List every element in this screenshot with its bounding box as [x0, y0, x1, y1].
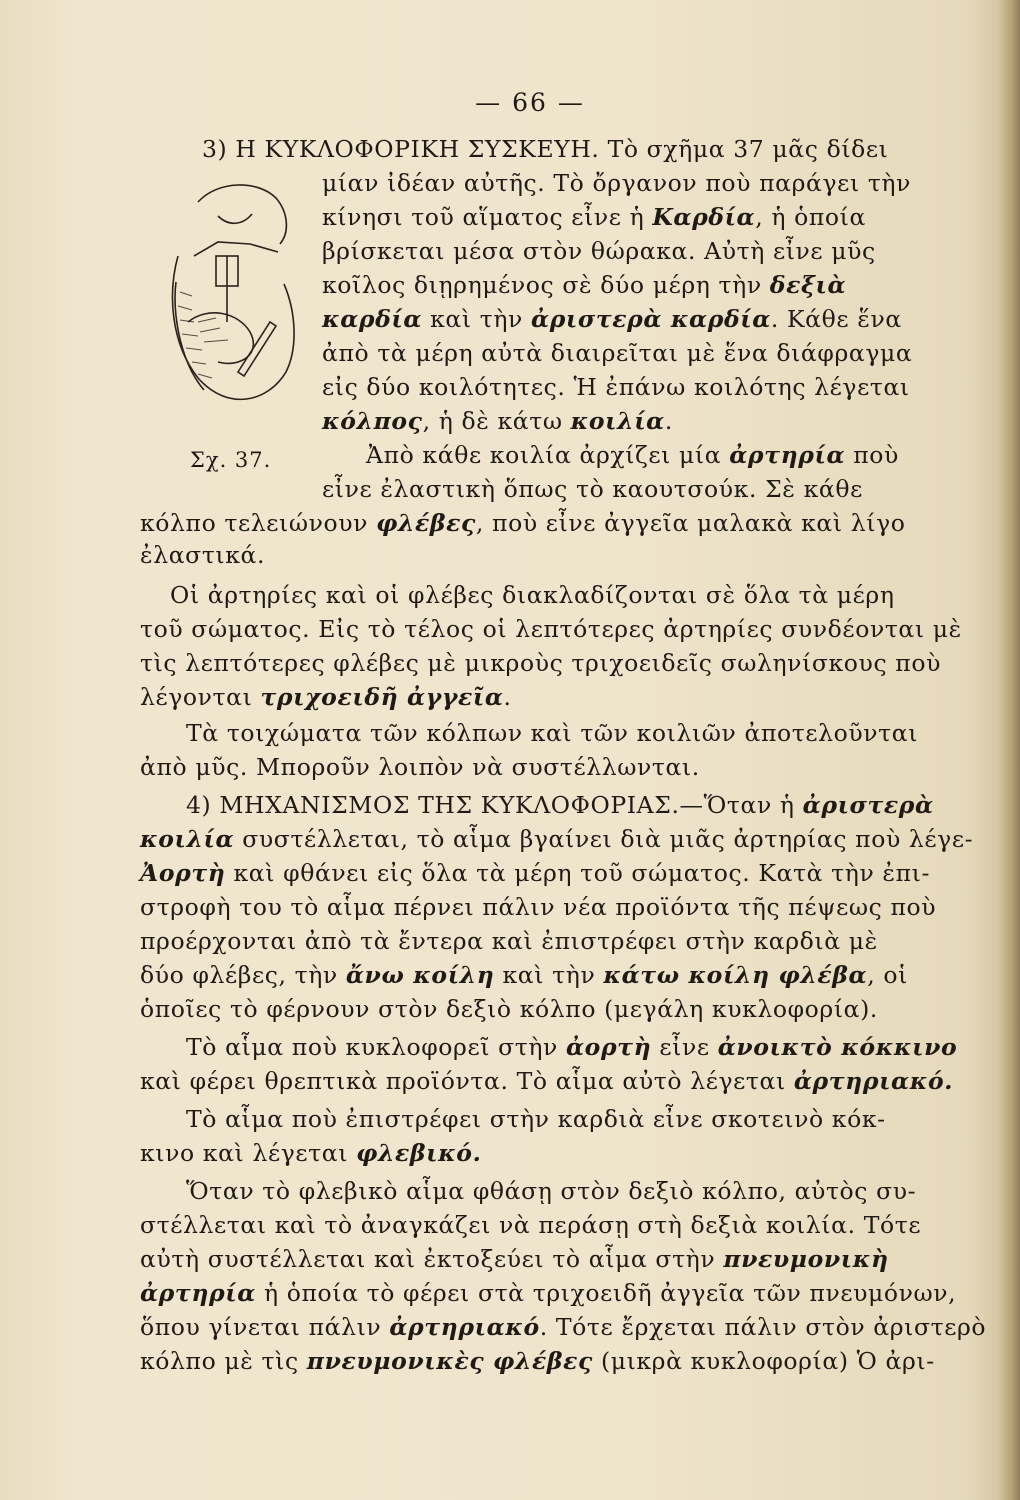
text-run: . Τότε ἔρχεται πάλιν στὸν ἀριστερὸ — [539, 1313, 987, 1341]
section3-line7: ἀπὸ τὰ μέρη αὐτὰ διαιρεῖται μὲ ἕνα διάφραγμα — [322, 339, 913, 367]
text-run: ἡ ὁποία τὸ φέρει στὰ τριχοειδῆ ἀγγεῖα τῶν πνευμόνων, — [255, 1279, 957, 1307]
text-run: ὅπου γίνεται πάλιν — [140, 1313, 390, 1341]
section4-line2 — [140, 824, 973, 854]
term-flebes: φλέβες — [376, 509, 476, 537]
text-run: κόλπο τελειώνουν — [140, 509, 377, 537]
text-run: συστέλλεται, τὸ αἷμα βγαίνει διὰ μιᾶς ἀρτηρίας ποὺ λέγε- — [234, 825, 974, 853]
page-edge — [998, 0, 1020, 1500]
text-run: Τὸ αἷμα ποὺ κυκλοφορεῖ στὴν — [186, 1033, 566, 1061]
text-run: λέγονται — [140, 683, 261, 711]
figure-hatching — [178, 292, 212, 378]
section3-p2-line4 — [140, 682, 512, 712]
term-arteriako: ἀρτηριακό. — [793, 1067, 954, 1095]
section3-p3-line1: Τὰ τοιχώματα τῶν κόλπων καὶ τῶν κοιλιῶν ἀποτελοῦνται — [186, 719, 919, 747]
section4-p4-line1: Ὅταν τὸ φλεβικὸ αἷμα φθάσῃ στὸν δεξιὸ κόλπο, αὐτὸς συ- — [186, 1177, 917, 1205]
section4-line5: προέρχονται ἀπὸ τὰ ἔντερα καὶ ἐπιστρέφει στὴν καρδιὰ μὲ — [140, 927, 878, 955]
section4-line6 — [140, 960, 908, 990]
term-kardia-2: καρδία — [322, 305, 423, 333]
term-trichoeidi: τριχοειδῆ ἀγγεῖα — [260, 683, 504, 711]
section4-line7: ὁποῖες τὸ φέρνουν στὸν δεξιὸ κόλπο (μεγάλη κυκλοφορία). — [140, 995, 878, 1023]
term-arteria-2: ἀρτηρία — [140, 1279, 256, 1307]
section3-line13: ἐλαστικά. — [140, 541, 266, 569]
text-run: καὶ τὴν — [494, 961, 604, 989]
section4-p3-line1: Τὸ αἷμα ποὺ ἐπιστρέφει στὴν καρδιὰ εἶνε σκοτεινὸ κόκ- — [186, 1105, 886, 1133]
section4-p3-line2 — [140, 1138, 481, 1168]
term-koilia-2: κοιλία — [140, 825, 235, 853]
text-run: δύο φλέβες, τὴν — [140, 961, 346, 989]
heart-figure — [158, 172, 306, 430]
section4-p2-line1 — [186, 1032, 957, 1062]
term-arteria: ἀρτηρία — [729, 441, 846, 469]
section3-line3 — [322, 202, 866, 232]
section3-heading: 3) Η ΚΥΚΛΟΦΟΡΙΚΗ ΣΥΣΚΕΥΗ. — [202, 135, 600, 163]
text-run: κίνησι τοῦ αἵματος εἶνε ἡ — [322, 203, 653, 231]
term-aorti: Ἀορτὴ — [140, 859, 226, 887]
figure-hatching-inner — [198, 318, 228, 342]
figure-vessels — [194, 242, 278, 256]
text-run: κόλπο μὲ τὶς — [140, 1347, 307, 1375]
term-pnevmonikes-flebes: πνευμονικὲς φλέβες — [306, 1347, 593, 1375]
text-run: , ἡ δὲ κάτω — [422, 407, 571, 435]
text-run: εἶνε — [651, 1033, 718, 1061]
term-kato-koili-fleva: κάτω κοίλη φλέβα — [603, 961, 868, 989]
text-run: ποὺ — [845, 441, 899, 469]
text-run: , ἡ ὁποία — [755, 203, 866, 231]
section3-line5 — [322, 270, 846, 300]
figure-aorta — [238, 322, 276, 376]
text-run: . Κάθε ἕνα — [770, 305, 902, 333]
text-run: αὐτὴ συστέλλεται καὶ ἐκτοξεύει τὸ αἷμα στὴν — [140, 1245, 724, 1273]
section4-p2-line2 — [140, 1066, 953, 1096]
text-run: . — [664, 407, 673, 435]
section3-p2-line1: Οἱ ἀρτηρίες καὶ οἱ φλέβες διακλαδίζονται σὲ ὅλα τὰ μέρη — [170, 581, 895, 609]
term-anoikto-kokkino: ἀνοικτὸ κόκκινο — [717, 1033, 958, 1061]
text-run: Ἀπὸ κάθε κοιλία ἀρχίζει μία — [366, 441, 730, 469]
term-arteriako-2: ἀρτηριακό — [389, 1313, 540, 1341]
section3-line1 — [202, 134, 888, 164]
section3-p2-line3: τὶς λεπτότερες φλέβες μὲ μικροὺς τριχοειδεῖς σωληνίσκους ποὺ — [140, 649, 941, 677]
section4-line3 — [140, 858, 930, 888]
section4-p4-line3 — [140, 1244, 889, 1274]
term-aorti-2: ἀορτὴ — [566, 1033, 652, 1061]
figure-outline-top — [198, 185, 286, 244]
section3-line10 — [366, 440, 899, 470]
section3-line9 — [322, 406, 673, 436]
section4-p4-line6 — [140, 1346, 935, 1376]
section4-p4-line5 — [140, 1312, 986, 1342]
text-run: , ποὺ εἶνε ἀγγεῖα μαλακὰ καὶ λίγο — [475, 509, 906, 537]
term-aristera-kardia: ἀριστερὰ καρδία — [531, 305, 771, 333]
text-run: , οἱ — [867, 961, 908, 989]
text-run: κινο καὶ λέγεται — [140, 1139, 357, 1167]
text-run: . — [503, 683, 512, 711]
term-koilia: κοιλία — [570, 407, 665, 435]
section3-line12 — [140, 508, 906, 538]
text-run: (μικρὰ κυκλοφορία) Ὁ ἀρι- — [592, 1347, 935, 1375]
section3-line2: μίαν ἰδέαν αὐτῆς. Τὸ ὄργανον ποὺ παράγει τὴν — [322, 169, 911, 197]
text-run: Τὸ σχῆμα 37 μᾶς δίδει — [599, 135, 889, 163]
term-ano-koili: ἄνω κοίλη — [345, 961, 495, 989]
section4-line1 — [186, 790, 934, 820]
term-aristera: ἀριστερὰ — [802, 791, 934, 819]
term-kardia: Καρδία — [652, 203, 756, 231]
section3-p2-line2: τοῦ σώματος. Εἰς τὸ τέλος οἱ λεπτότερες ἀρτηρίες συνδέονται μὲ — [140, 615, 962, 643]
term-dexia: δεξιὰ — [769, 271, 847, 299]
section4-p4-line2: στέλλεται καὶ τὸ ἀναγκάζει νὰ περάσῃ στὴ δεξιὰ κοιλία. Τότε — [140, 1211, 922, 1239]
figure-ventricle — [188, 313, 253, 364]
figure-arch — [218, 214, 252, 223]
section4-p4-line4 — [140, 1278, 956, 1308]
page-number: — 66 — — [475, 88, 585, 117]
figure-caption: Σχ. 37. — [190, 448, 272, 472]
section3-line11: εἶνε ἐλαστικὴ ὅπως τὸ καουτσούκ. Σὲ κάθε — [322, 475, 863, 503]
section4-heading: 4) ΜΗΧΑΝΙΣΜΟΣ ΤΗΣ ΚΥΚΛΟΦΟΡΙΑΣ.—Ὅταν ἡ — [186, 791, 803, 819]
term-pnevmoniki: πνευμονικὴ — [723, 1245, 889, 1273]
section3-line6 — [322, 304, 902, 334]
term-kolpos: κόλπος — [322, 407, 423, 435]
figure-shading-left — [175, 282, 204, 390]
section3-p3-line2: ἀπὸ μῦς. Μποροῦν λοιπὸν νὰ συστέλλωνται. — [140, 753, 700, 781]
section3-line8: εἰς δύο κοιλότητες. Ἡ ἐπάνω κοιλότης λέγεται — [322, 373, 910, 401]
section3-line4: βρίσκεται μέσα στὸν θώρακα. Αὐτὴ εἶνε μῦς — [322, 237, 876, 265]
text-run: κοῖλος διῃρημένος σὲ δύο μέρη τὴν — [322, 271, 770, 299]
section4-line4: στροφὴ του τὸ αἷμα πέρνει πάλιν νέα προϊόντα τῆς πέψεως ποὺ — [140, 893, 937, 921]
text-run: καὶ τὴν — [422, 305, 532, 333]
text-run: καὶ φθάνει εἰς ὅλα τὰ μέρη τοῦ σώματος. Κατὰ τὴν ἐπι- — [225, 859, 931, 887]
term-fleviko: φλεβικό. — [356, 1139, 482, 1167]
text-run: καὶ φέρει θρεπτικὰ προϊόντα. Τὸ αἷμα αὐτὸ λέγεται — [140, 1067, 794, 1095]
